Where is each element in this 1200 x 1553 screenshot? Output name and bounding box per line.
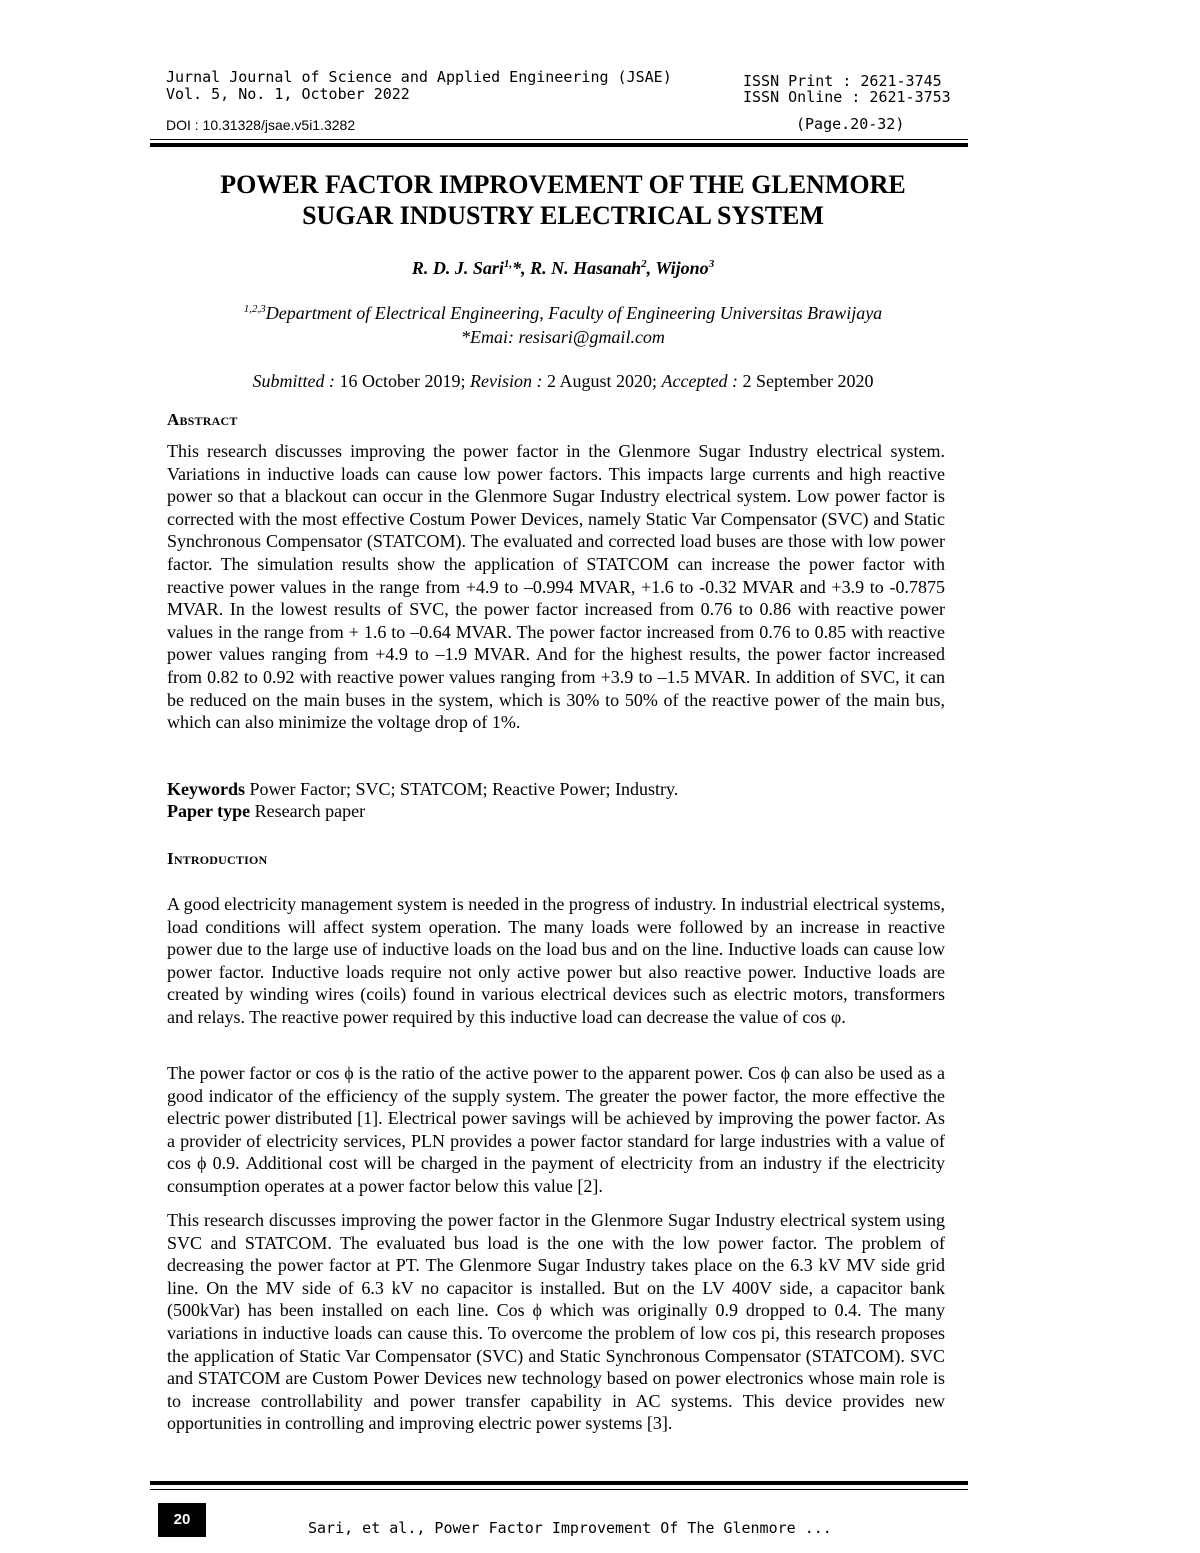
abstract-heading: Abstract (167, 410, 238, 429)
affiliation-sup: 1,2,3 (243, 303, 266, 315)
submitted-label: Submitted : (252, 371, 336, 391)
intro-paragraph-2: The power factor or cos ϕ is the ratio of the active power to the apparent power. Cos ϕ can also be used as a good indicator of the efficiency of the supply system. The greater the power factor, the more effective the electric power distributed [1]. Electrical power savings will be achieved by improving the power factor. As a provider of electricity services, PLN provides a power factor standard for large industries with a value of cos ϕ 0.9. Additional cost will be charged in the payment of electricity from an industry if the electricity consumption operates at a power factor below this value [2]. (167, 1063, 945, 1196)
title-line-1: POWER FACTOR IMPROVEMENT OF THE GLENMORE (220, 170, 906, 199)
keywords-label: Keywords (167, 779, 245, 799)
accepted-value: 2 September 2020 (737, 371, 874, 391)
revision-label: Revision : (470, 371, 543, 391)
title-line-2: SUGAR INDUSTRY ELECTRICAL SYSTEM (302, 201, 824, 230)
email[interactable]: *Emai: resisari@gmail.com (461, 327, 665, 347)
intro-paragraph-1: A good electricity management system is needed in the progress of industry. In industrial electrical systems, load conditions will affect system operation. The many loads were followed by an increase in reactive power due to the large use of inductive loads on the load bus and on the line. Inductive loads can cause low power factor. Inductive loads require not only active power but also reactive power. Inductive loads are created by winding wires (coils) found in various electrical devices such as electric motors, transformers and relays. The reactive power required by this inductive load can decrease the value of cos φ. (167, 894, 945, 1027)
paper-title (150, 169, 976, 231)
author-1-sup: 1, (503, 258, 513, 270)
author-1: R. D. J. Sari (411, 258, 504, 278)
submitted-value: 16 October 2019; (335, 371, 471, 391)
author-3: Wijono (655, 258, 709, 278)
footer-rule-thin (150, 1489, 968, 1490)
affiliation (150, 303, 976, 324)
doi[interactable]: DOI : 10.31328/jsae.v5i1.3282 (166, 117, 356, 133)
journal-volume: Vol. 5, No. 1, October 2022 (166, 85, 410, 103)
running-title: Sari, et al., Power Factor Improvement Of The Glenmore ... (308, 1519, 832, 1537)
issn-online: ISSN Online : 2621-3753 (743, 88, 951, 106)
abstract-text: This research discusses improving the power factor in the Glenmore Sugar Industry electrical system. Variations in inductive loads can cause low power factors. This impacts large currents and high reactive power so that a blackout can occur in the Glenmore Sugar Industry electrical system. Low power factor is corrected with the most effective Costum Power Devices, namely Static Var Compensator (SVC) and Static Synchronous Compensator (STATCOM). The evaluated and corrected load buses are those with low power factor. The simulation results show the application of STATCOM can increase the power factor with reactive power values in the range from +4.9 to –0.994 MVAR, +1.6 to -0.32 MVAR and +3.9 to -0.7875 MVAR. In the lowest results of SVC, the power factor increased from 0.76 to 0.86 with reactive power values in the range from + 1.6 to –0.64 MVAR. The power factor increased from 0.76 to 0.85 with reactive power values ranging from +4.9 to –1.9 MVAR. And for the highest results, the power factor increased from 0.82 to 0.92 with reactive power values ranging from +3.9 to –1.5 MVAR. In addition of SVC, it can be reduced on the main buses in the system, which is 30% to 50% of the reactive power of the main bus, which can also minimize the voltage drop of 1%. (167, 441, 945, 733)
keywords (167, 778, 678, 801)
affiliation-text: Department of Electrical Engineering, Faculty of Engineering Universitas Brawijaya (265, 303, 883, 323)
intro-paragraph-3: This research discusses improving the power factor in the Glenmore Sugar Industry electrical system using SVC and STATCOM. The evaluated bus load is the one with the low power factor. The problem of decreasing the power factor at PT. The Glenmore Sugar Industry takes place on the 6.3 kV MV side grid line. On the MV side of 6.3 kV no capacitor is installed. But on the LV 400V side, a capacitor bank (500kVar) has been installed on each line. Cos ϕ which was originally 0.9 dropped to 0.4. The many variations in inductive loads can cause this. To overcome the problem of low cos pi, this research proposes the application of Static Var Compensator (SVC) and Static Synchronous Compensator (STATCOM). SVC and STATCOM are Custom Power Devices new technology based on power electronics whose main role is to increase controllability and power transfer capability in AC systems. This device provides new opportunities in controlling and improving electric power systems [3]. (167, 1210, 945, 1434)
header-rule-thick (150, 143, 968, 147)
keywords-value: Power Factor; SVC; STATCOM; Reactive Power; Industry. (245, 779, 679, 799)
header-rule-thin (150, 139, 968, 140)
paper-type (167, 800, 365, 823)
paper-type-value: Research paper (250, 801, 366, 821)
author-1-mark: *, (512, 258, 531, 278)
paper-type-label: Paper type (167, 801, 251, 821)
author-2-sup: 2 (641, 258, 647, 270)
revision-value: 2 August 2020; (542, 371, 662, 391)
journal-name: Jurnal Journal of Science and Applied Engineering (JSAE) (166, 68, 672, 86)
author-3-sup: 3 (708, 258, 715, 270)
introduction-heading: Introduction (167, 849, 268, 868)
page-range: (Page.20-32) (796, 115, 905, 133)
author-sep: , (646, 258, 656, 278)
authors (150, 258, 976, 279)
issn-print: ISSN Print : 2621-3745 (743, 72, 942, 90)
author-2: R. N. Hasanah (530, 258, 642, 278)
accepted-label: Accepted : (661, 371, 738, 391)
page-number: 20 (158, 1503, 206, 1537)
footer-rule-thick (150, 1481, 968, 1485)
submission-dates (150, 371, 976, 392)
